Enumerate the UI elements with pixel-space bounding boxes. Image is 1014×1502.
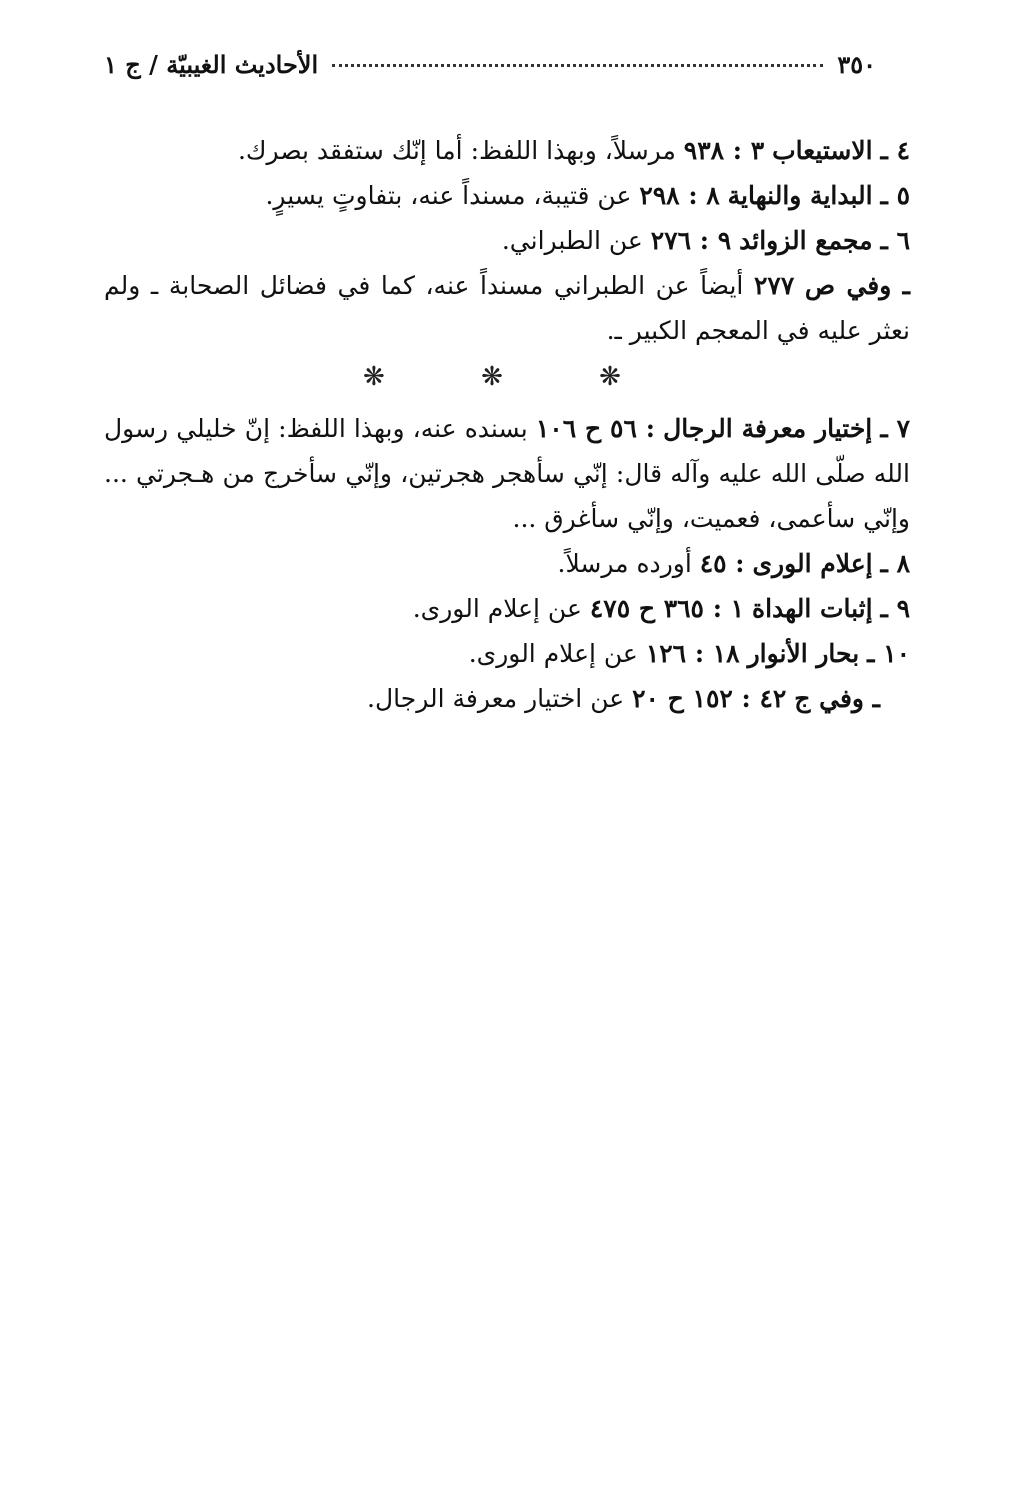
reference-entry-4 — [104, 128, 910, 173]
dot-leader — [332, 64, 823, 67]
entry-number: ٨ ـ — [880, 549, 910, 578]
source-title: إختيار معرفة الرجال — [663, 414, 873, 443]
volume-page-ref: : ٤٥ — [699, 549, 745, 578]
book-title: الأحاديث الغيبيّة / ج ١ — [104, 50, 319, 79]
entry-number: ٥ ـ — [880, 181, 910, 210]
entry-number: ١٠ ـ — [867, 639, 910, 668]
source-title: بحار الأنوار — [747, 639, 860, 668]
reference-entry-10 — [104, 631, 910, 676]
page-number: ٣٥٠ — [837, 50, 876, 79]
reference-entry-5 — [104, 173, 910, 218]
page-body — [104, 128, 910, 721]
volume-page-ref: ٨ : ٢٩٨ — [639, 181, 720, 210]
asterism-icon: ❋ — [363, 362, 415, 392]
volume-page-ref: ٢٧٧ — [753, 271, 795, 300]
asterism-icon: ❋ — [481, 362, 533, 392]
entry-text: عن قتيبة، مسنداً عنه، بتفاوتٍ يسيرٍ. — [265, 181, 640, 210]
asterism-icon: ❋ — [599, 362, 651, 392]
entry-text: عن اختيار معرفة الرجال. — [367, 684, 633, 713]
source-title: الاستيعاب — [772, 136, 873, 165]
entry-text: عن الطبراني. — [501, 226, 651, 255]
volume-page-ref: ١ : ٣٦٥ ح ٤٧٥ — [589, 594, 745, 623]
entry-text: عن إعلام الورى. — [412, 594, 590, 623]
section-separator — [104, 355, 910, 400]
volume-page-ref: ٩ : ٢٧٦ — [650, 226, 732, 255]
sub-entry-prefix: ـ وفي ج — [794, 684, 880, 713]
entry-text: بسنده عنه، وبهذا اللفظ: إنّ خليلي رسول الله صلّى الله عليه وآله قال: إنّي سأهجر هجرتين، وإنّي سأخرج من هـجرتي ... وإنّي سأعمى، فعميت، وإنّي سأغرق ... — [104, 414, 910, 533]
reference-entry-6 — [104, 218, 910, 263]
reference-entry-8 — [104, 541, 910, 586]
volume-page-ref: ٣ : ٩٣٨ — [683, 136, 765, 165]
entry-text: مرسلاً، وبهذا اللفظ: أما إنّك ستفقد بصرك. — [237, 136, 684, 165]
entry-text: أيضاً عن الطبراني مسنداً عنه، كما في فضائل الصحابة ـ ولم نعثر عليه في المعجم الكبير ـ. — [104, 271, 910, 345]
source-title: إعلام الورى — [752, 549, 873, 578]
entry-number: ٤ ـ — [880, 136, 910, 165]
reference-entry-10-sub — [104, 676, 910, 721]
sub-entry-prefix: ـ وفي ص — [804, 271, 910, 300]
source-title: البداية والنهاية — [727, 181, 873, 210]
volume-page-ref: ١٨ : ١٢٦ — [645, 639, 740, 668]
entry-number: ٩ ـ — [880, 594, 910, 623]
reference-entry-6-sub — [104, 263, 910, 353]
source-title: مجمع الزوائد — [739, 226, 873, 255]
entry-number: ٧ ـ — [880, 414, 911, 443]
source-title: إثبات الهداة — [752, 594, 873, 623]
entry-text: عن إعلام الورى. — [468, 639, 646, 668]
volume-page-ref: ٤٢ : ١٥٢ ح ٢٠ — [632, 684, 787, 713]
running-head — [104, 50, 876, 90]
volume-page-ref: : ٥٦ ح ١٠٦ — [535, 414, 655, 443]
entry-text: أورده مرسلاً. — [557, 549, 700, 578]
reference-entry-7 — [104, 406, 910, 541]
reference-entry-9 — [104, 586, 910, 631]
entry-number: ٦ ـ — [880, 226, 910, 255]
